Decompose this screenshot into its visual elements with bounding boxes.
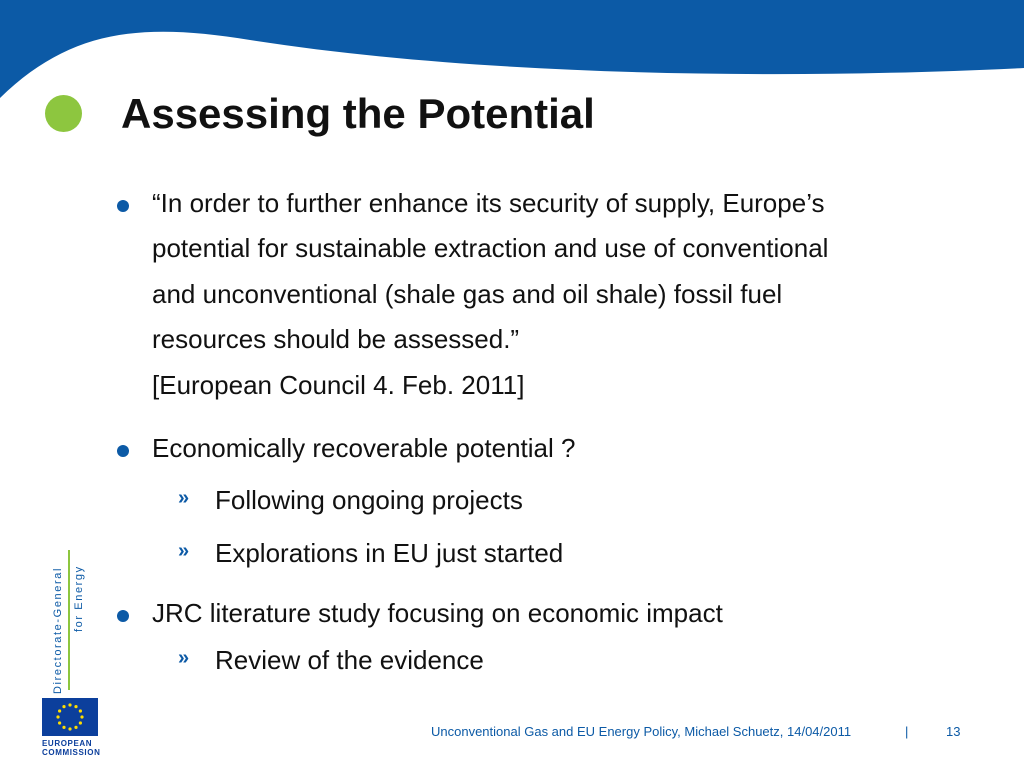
dg-logo-divider	[68, 550, 70, 690]
eu-star-icon	[79, 709, 82, 712]
bullet-line: [European Council 4. Feb. 2011]	[152, 370, 525, 400]
sub-bullet-icon: »	[178, 647, 190, 669]
bullet-icon	[117, 200, 129, 212]
sub-bullet-text: Review of the evidence	[215, 645, 484, 675]
bullet-line: and unconventional (shale gas and oil shale) fossil fuel	[152, 279, 783, 309]
sub-bullet-text: Following ongoing projects	[215, 485, 523, 515]
sub-bullet-icon: »	[178, 540, 190, 562]
bullet-text: JRC literature study focusing on economic impact	[152, 598, 723, 628]
eu-star-icon	[68, 703, 71, 706]
footer-text: Unconventional Gas and EU Energy Policy, Michael Schuetz, 14/04/2011	[431, 724, 852, 739]
dg-logo-text-energy: for Energy	[73, 565, 85, 632]
eu-star-icon	[58, 709, 61, 712]
eu-star-icon	[62, 705, 65, 708]
bullet-line: potential for sustainable extraction and use of conventional	[152, 233, 829, 263]
bullet-icon	[117, 610, 129, 622]
eu-star-icon	[80, 715, 83, 718]
footer-separator: |	[905, 724, 909, 739]
bullet-text: Economically recoverable potential ?	[152, 433, 576, 463]
eu-star-icon	[68, 727, 71, 730]
bullet-icon	[117, 445, 129, 457]
sub-bullet-icon: »	[178, 487, 190, 509]
eu-star-icon	[62, 726, 65, 729]
sub-bullet-text: Explorations in EU just started	[215, 538, 564, 568]
european-commission-label-line2: COMMISSION	[42, 748, 101, 757]
eu-flag-icon	[42, 698, 98, 736]
eu-star-icon	[74, 705, 77, 708]
bullet-line: resources should be assessed.”	[152, 324, 520, 354]
eu-star-icon	[56, 715, 59, 718]
page-number: 13	[946, 724, 961, 739]
eu-star-icon	[79, 721, 82, 724]
eu-star-icon	[74, 726, 77, 729]
european-commission-label-line1: EUROPEAN	[42, 739, 93, 748]
bullet-line: “In order to further enhance its security of supply, Europe’s	[152, 188, 825, 218]
slide-title: Assessing the Potential	[121, 90, 595, 137]
dg-logo-text-directorate: Directorate-General	[52, 567, 64, 694]
eu-star-icon	[58, 721, 61, 724]
